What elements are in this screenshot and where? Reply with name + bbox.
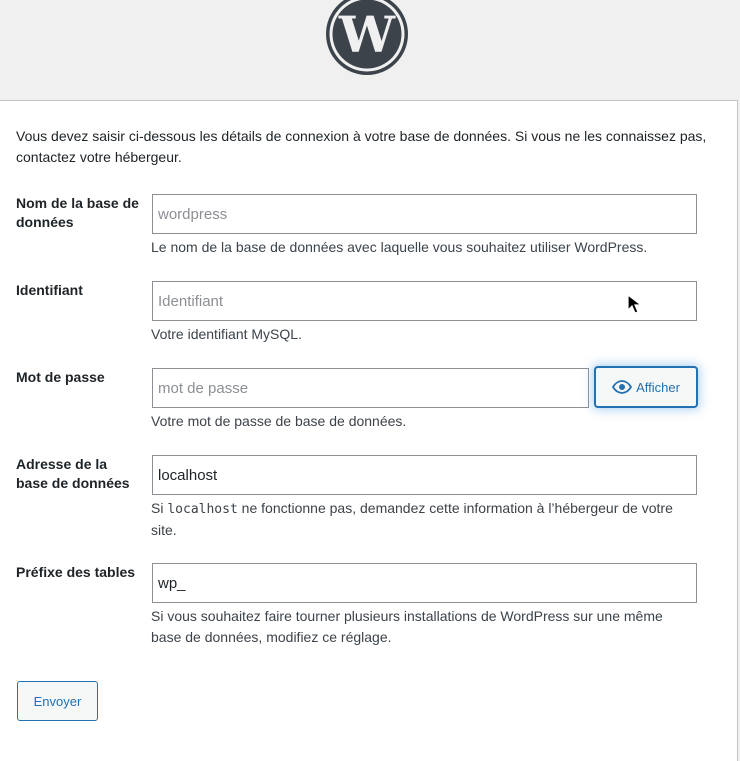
show-password-label: Afficher bbox=[636, 379, 680, 395]
password-input[interactable] bbox=[152, 368, 589, 408]
mouse-cursor-icon bbox=[626, 293, 646, 315]
prefix-description: Si vous souhaitez faire tourner plusieurs installations de WordPress sur une même base de données, modifiez ce réglage. bbox=[151, 608, 663, 645]
password-label: Mot de passe bbox=[16, 369, 105, 385]
dbhost-description-after: ne fonctionne pas, demandez cette information à l’hébergeur de votre site. bbox=[151, 500, 673, 538]
password-description: Votre mot de passe de base de données. bbox=[151, 413, 407, 429]
dbname-label: Nom de la base de données bbox=[16, 195, 139, 230]
submit-button[interactable]: Envoyer bbox=[17, 681, 98, 721]
prefix-label: Préfixe des tables bbox=[16, 564, 136, 580]
dbname-input[interactable] bbox=[152, 194, 697, 234]
dbhost-description bbox=[151, 498, 686, 541]
username-input[interactable] bbox=[152, 281, 697, 321]
username-label: Identifiant bbox=[16, 282, 83, 298]
eye-icon bbox=[612, 380, 632, 394]
setup-form-card bbox=[0, 100, 738, 761]
dbhost-input[interactable] bbox=[152, 455, 697, 495]
dbhost-label: Adresse de la base de données bbox=[16, 456, 130, 491]
prefix-input[interactable] bbox=[152, 563, 697, 603]
svg-text:W: W bbox=[338, 5, 396, 64]
wordpress-logo-icon[interactable] bbox=[325, 0, 409, 76]
dbhost-description-before: Si bbox=[151, 500, 168, 516]
dbhost-description-code: localhost bbox=[167, 502, 238, 517]
intro-text: Vous devez saisir ci-dessous les détails de connexion à votre base de données. Si vous ne les connaissez pas, contactez votre hébergeur. bbox=[16, 128, 707, 165]
username-description: Votre identifiant MySQL. bbox=[151, 326, 302, 342]
show-password-button[interactable] bbox=[595, 367, 697, 407]
dbname-description: Le nom de la base de données avec laquelle vous souhaitez utiliser WordPress. bbox=[151, 239, 648, 255]
